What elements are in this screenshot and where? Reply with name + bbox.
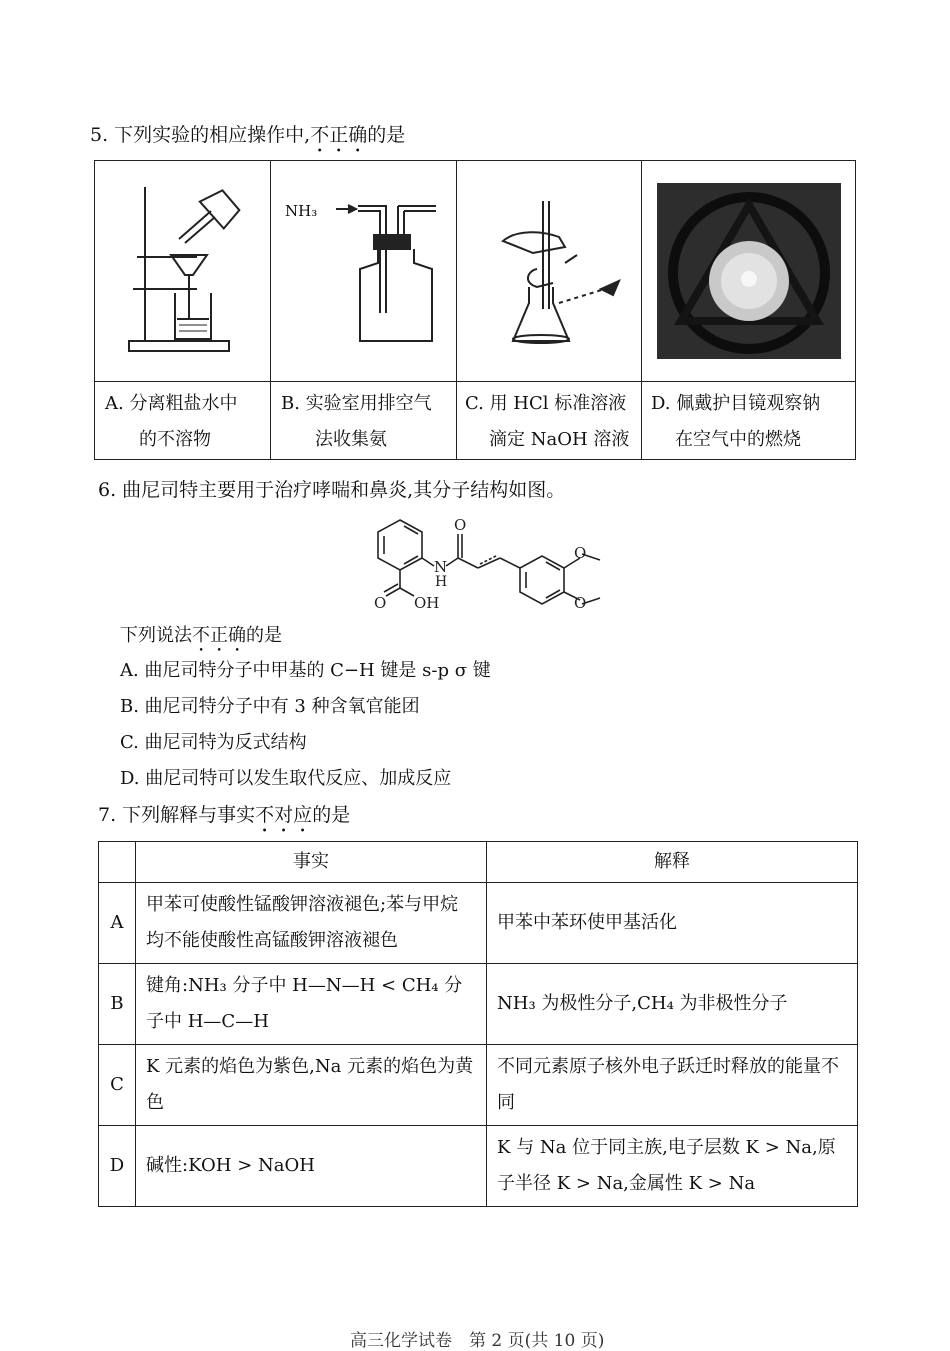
q5-option-d (651, 386, 820, 458)
table-row (99, 883, 858, 964)
mol-methoxy-o2: O (574, 594, 587, 612)
q5-option-d-line2: 在空气中的燃烧 (675, 429, 801, 450)
q7-row-fact: K 元素的焰色为紫色,Na 元素的焰色为黄色 (136, 1045, 487, 1126)
q5-option-a-line1: A. 分离粗盐水中 (105, 393, 238, 414)
mol-amide-n: N (434, 558, 448, 576)
mol-acid-oh: OH (414, 594, 440, 612)
mol-carbonyl-o: O (454, 516, 467, 534)
q7-row-fact: 键角:NH₃ 分子中 H—N—H < CH₄ 分子中 H—C—H (136, 964, 487, 1045)
nh3-label: NH₃ (285, 202, 318, 220)
q5-stem-text: 5. 下列实验的相应操作中, (90, 124, 311, 146)
q5-option-c-line2: 滴定 NaOH 溶液 (489, 429, 630, 450)
q7-row-fact: 甲苯可使酸性锰酸钾溶液褪色;苯与甲烷均不能使酸性高锰酸钾溶液褪色 (136, 883, 487, 964)
q7-row-explanation: 不同元素原子核外电子跃迁时释放的能量不同 (487, 1045, 858, 1126)
filtration-apparatus-figure (115, 179, 255, 359)
q5-option-c (465, 386, 629, 458)
q5-stem-end: 的是 (367, 124, 406, 146)
q7-header-explanation: 解释 (487, 842, 858, 883)
q7-header-row (99, 842, 858, 883)
q6-sub-stem-text: 下列说法 (120, 625, 192, 646)
q6-option-a: A. 曲尼司特分子中甲基的 C−H 键是 s-p σ 键 (120, 660, 491, 681)
q7-row-key: D (99, 1126, 136, 1207)
q7-stem-end: 的是 (312, 804, 351, 826)
q7-row-explanation: 甲苯中苯环使甲基活化 (487, 883, 858, 964)
table-row (99, 1126, 858, 1207)
q5-options-table (94, 160, 856, 460)
titration-figure (473, 191, 633, 361)
q7-row-fact: 碱性:KOH > NaOH (136, 1126, 487, 1207)
q5-stem (90, 123, 405, 157)
q7-row-key: A (99, 883, 136, 964)
q5-option-c-line1: C. 用 HCl 标准溶液 (465, 393, 627, 414)
sodium-combustion-photo (657, 183, 841, 359)
q6-stem: 6. 曲尼司特主要用于治疗哮喘和鼻炎,其分子结构如图。 (98, 479, 566, 501)
q5-option-b-line2: 法收集氨 (315, 429, 387, 450)
q7-stem-emphasis: 不对应 (255, 804, 313, 826)
q5-stem-emphasis: 不正确 (310, 124, 368, 146)
q7-stem (98, 803, 350, 837)
tranilast-molecule-structure (360, 512, 620, 618)
q6-option-c: C. 曲尼司特为反式结构 (120, 732, 307, 753)
q6-option-b: B. 曲尼司特分子中有 3 种含氧官能团 (120, 696, 420, 717)
table-row (99, 964, 858, 1045)
q7-fact-explanation-table (98, 841, 858, 1207)
table-row (99, 1045, 858, 1126)
mol-methoxy-o1: O (574, 544, 587, 562)
q7-row-key: C (99, 1045, 136, 1126)
q7-stem-text: 7. 下列解释与事实 (98, 804, 256, 826)
mol-amide-h: H (435, 574, 448, 590)
q5-option-a (105, 386, 237, 458)
q5-option-a-line2: 的不溶物 (139, 429, 211, 450)
q7-header-fact: 事实 (136, 842, 487, 883)
q5-option-b-line1: B. 实验室用排空气 (281, 393, 432, 414)
q6-sub-stem-emphasis: 不正确 (192, 625, 246, 646)
q7-row-explanation: K 与 Na 位于同主族,电子层数 K > Na,原子半径 K > Na,金属性 K > Na (487, 1126, 858, 1207)
q5-option-d-line1: D. 佩戴护目镜观察钠 (651, 393, 821, 414)
q7-header-key (99, 842, 136, 883)
page-footer: 高三化学试卷 第 2 页(共 10 页) (350, 1331, 605, 1351)
gas-collection-bottle-figure (330, 191, 450, 351)
q6-option-d: D. 曲尼司特可以发生取代反应、加成反应 (120, 768, 452, 789)
q5-option-b (281, 386, 432, 458)
q7-row-explanation: NH₃ 为极性分子,CH₄ 为非极性分子 (487, 964, 858, 1045)
q6-sub-stem (120, 624, 282, 656)
mol-acid-o: O (374, 594, 387, 612)
q7-row-key: B (99, 964, 136, 1045)
q6-sub-stem-end: 的是 (246, 625, 282, 646)
